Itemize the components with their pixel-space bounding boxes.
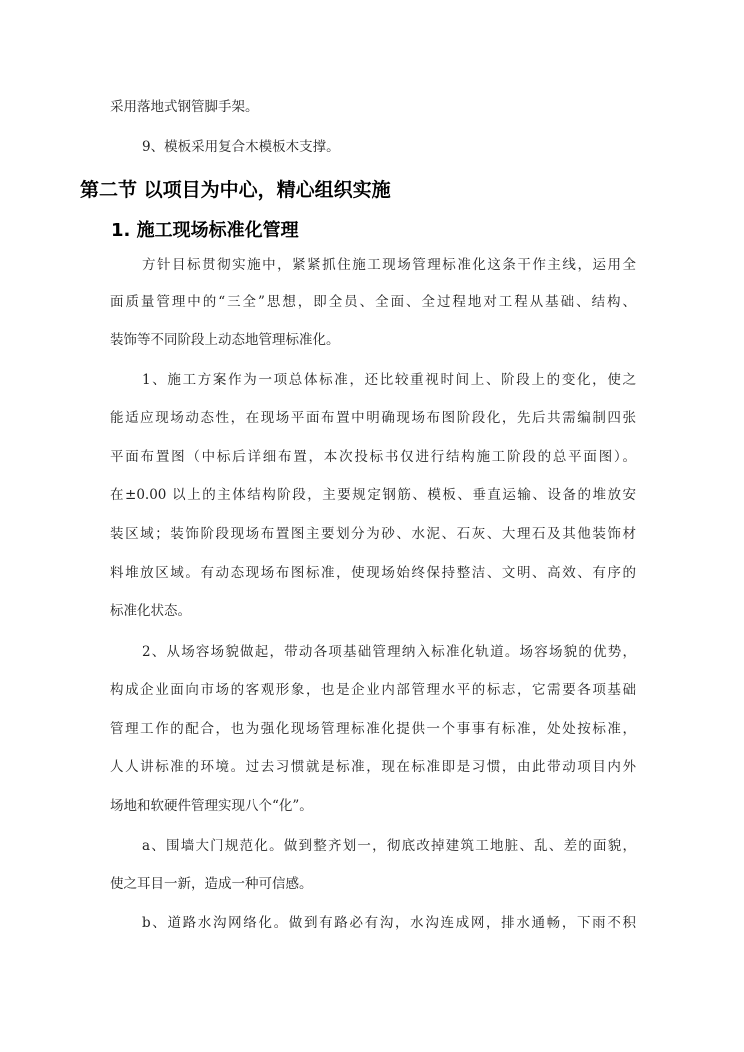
paragraph-4-line-4: 场地和软硬件管理实现八个“化”。 <box>110 798 313 814</box>
paragraph-1-line-0: 9、模板采用复合木模板木支撑。 <box>142 139 340 155</box>
paragraph-6-line-0: b、道路水沟网络化。做到有路必有沟，水沟连成网，排水通畅，下雨不积 <box>142 915 636 931</box>
paragraph-2-line-1: 面质量管理中的“三全”思想，即全员、全面、全过程地对工程从基础、结构、 <box>110 294 636 310</box>
paragraph-4-line-2: 管理工作的配合，也为强化现场管理标准化提供一个事事有标准，处处按标准， <box>110 721 636 737</box>
paragraph-3-line-0: 1、施工方案作为一项总体标准，还比较重视时间上、阶段上的变化，使之 <box>142 372 636 388</box>
paragraph-5-line-1: 使之耳目一新，造成一种可信感。 <box>110 876 313 892</box>
paragraph-2-line-2: 装饰等不同阶段上动态地管理标准化。 <box>110 332 340 348</box>
paragraph-0-line-0: 采用落地式钢管脚手架。 <box>110 99 259 115</box>
subsection-heading: 1. 施工现场标准化管理 <box>111 220 299 241</box>
paragraph-4-line-0: 2、从场容场貌做起，带动各项基础管理纳入标准化轨道。场容场貌的优势， <box>142 644 636 660</box>
paragraph-3-line-2: 平面布置图（中标后详细布置，本次投标书仅进行结构施工阶段的总平面图）。 <box>110 449 636 465</box>
paragraph-5-line-0: a、围墙大门规范化。做到整齐划一，彻底改掉建筑工地脏、乱、差的面貌， <box>142 838 636 854</box>
paragraph-4-line-3: 人人讲标准的环境。过去习惯就是标准，现在标准即是习惯，由此带动项目内外 <box>110 759 636 775</box>
paragraph-3-line-6: 标准化状态。 <box>110 603 191 619</box>
paragraph-3-line-5: 料堆放区域。有动态现场布图标准，使现场始终保持整洁、文明、高效、有序的 <box>110 565 636 581</box>
paragraph-3-line-4: 装区域；装饰阶段现场布置图主要划分为砂、水泥、石灰、大理石及其他装饰材 <box>110 526 636 542</box>
section-heading: 第二节 以项目为中心，精心组织实施 <box>80 179 391 201</box>
paragraph-2-line-0: 方针目标贯彻实施中，紧紧抓住施工现场管理标准化这条干作主线，运用全 <box>142 257 636 273</box>
paragraph-4-line-1: 构成企业面向市场的客观形象，也是企业内部管理水平的标志，它需要各项基础 <box>110 682 636 698</box>
paragraph-3-line-1: 能适应现场动态性，在现场平面布置中明确现场布图阶段化，先后共需编制四张 <box>110 410 636 426</box>
paragraph-3-line-3: 在±0.00 以上的主体结构阶段，主要规定钢筋、模板、垂直运输、设备的堆放安 <box>110 487 636 503</box>
